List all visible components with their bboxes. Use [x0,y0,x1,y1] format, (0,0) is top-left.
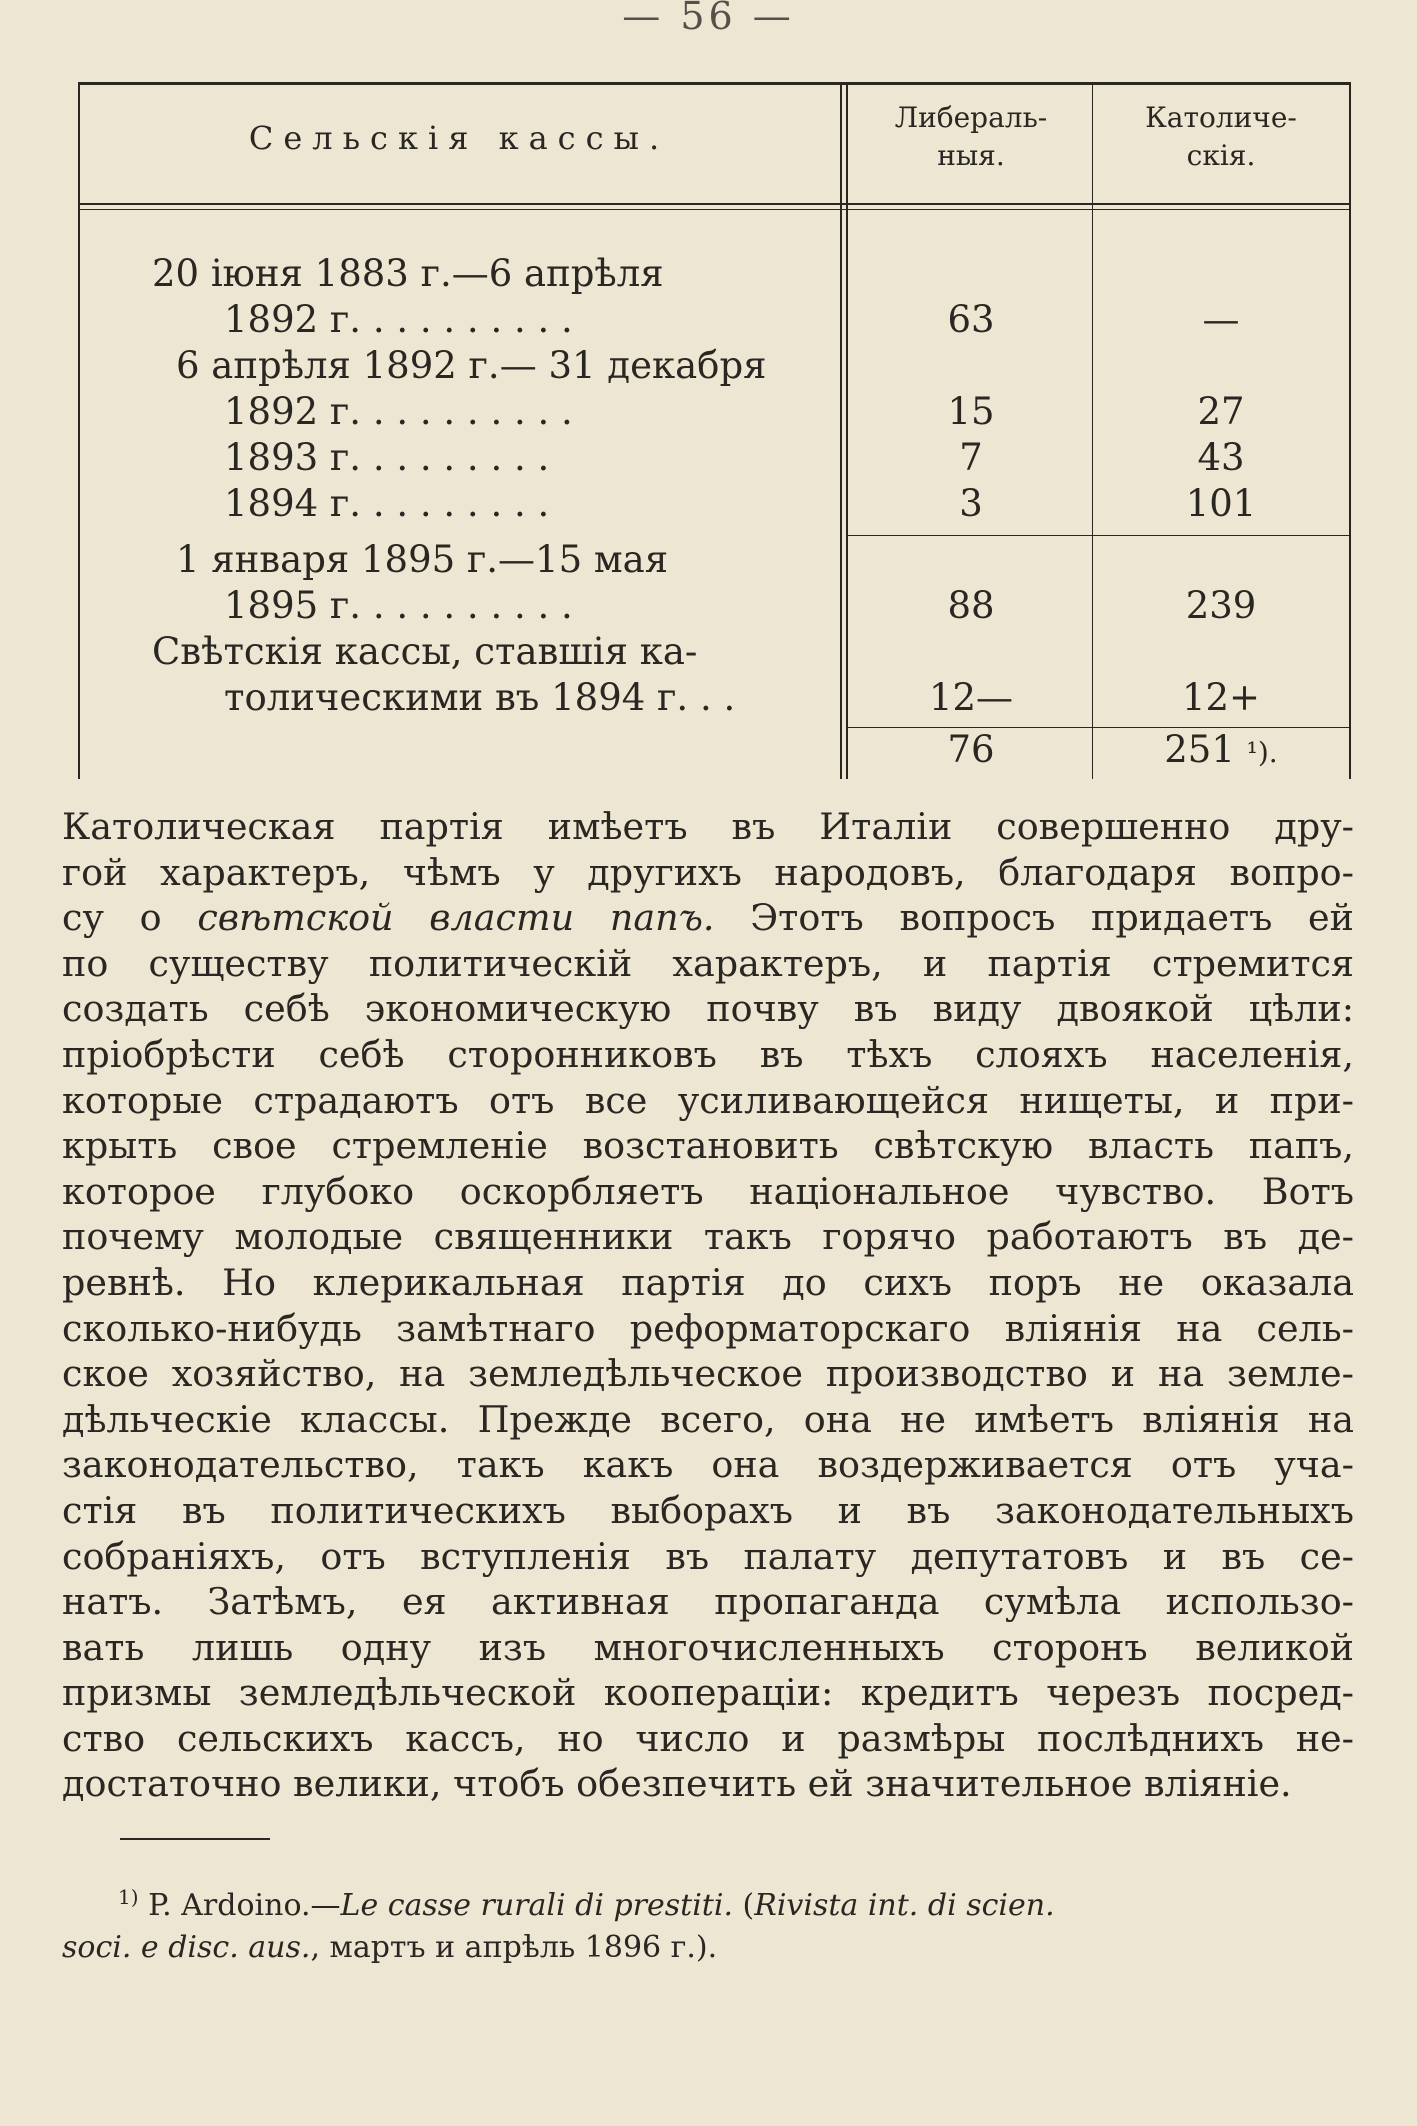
footnote-journal: Rivista int. di scien. [754,1888,1055,1923]
text-line: вать лишь одну изъ многочисленныхъ сторонъ великой [62,1625,1354,1669]
statistics-table [78,82,1351,779]
text-line: ство сельскихъ кассъ, но число и размѣры послѣднихъ не- [62,1716,1354,1760]
table-cell-catholic: 12+ [1181,676,1261,719]
table-total-catholic [1094,727,1348,776]
table-row-label: 1 января 1895 г.—15 мая [176,538,669,581]
footnote-line-1 [62,1876,1354,1927]
table-cell-catholic: 239 [1185,584,1257,627]
table-cell-catholic: 43 [1197,436,1245,479]
header-catholic-line1: Католиче- [1145,101,1297,134]
table-row-label: 20 іюня 1883 г.—6 апрѣля [152,252,664,295]
table-cell-liberal: 63 [947,298,995,341]
table-row-label: 1895 г. . . . . . . . . . [224,584,573,627]
footnote-rule [120,1838,270,1840]
footnote-marker: 1) [118,1885,139,1909]
table-header-rule-2 [78,209,1351,210]
text-line: законодательство, такъ какъ она воздерживается отъ уча- [62,1443,1354,1487]
table-subtotal-rule [846,535,1351,536]
text-line: которое глубоко оскорбляетъ національное чувство. Вотъ [62,1169,1354,1213]
table-cell-catholic: 27 [1197,390,1245,433]
table-row-label: Свѣтскія кассы, ставшія ка- [152,630,698,673]
header-rural-banks: Сельскія кассы. [248,119,670,157]
header-liberal-line2: ныя. [937,139,1005,172]
text-line: Католическая партія имѣетъ въ Италіи совершенно дру- [62,805,1354,848]
table-rule-middle [1092,85,1093,779]
text-line: гой характеръ, чѣмъ у другихъ народовъ, благодаря вопро- [62,850,1354,894]
table-cell-catholic: — [1202,298,1240,341]
footnote-author: P. Ardoino.— [148,1888,341,1923]
table-cell-liberal: 12— [928,676,1014,719]
table-cell-liberal: 7 [959,436,983,479]
table-row-label: 1894 г. . . . . . . . . [224,482,550,525]
text-line: натъ. Затѣмъ, ея активная пропаганда сумѣла использо- [62,1580,1354,1624]
text-segment: су о [62,896,198,940]
footnote [62,1876,1354,1969]
table-cell-liberal: 88 [947,584,995,627]
table-row-label: 1892 г. . . . . . . . . . [224,298,573,341]
table-row-label: толическими въ 1894 г. . . [224,676,736,719]
total-footnote-marker: ¹). [1246,736,1278,769]
text-line: достаточно велики, чтобъ обезпечить ей значительное вліяніе. [62,1762,1292,1806]
text-segment: Этотъ вопросъ придаетъ ей [714,896,1354,940]
footnote-journal-cont: soci. e disc. aus. [62,1930,311,1965]
footnote-line-2 [62,1927,1354,1969]
text-line [62,895,1354,941]
table-cell-liberal: 3 [959,482,983,525]
table-rule-right [1349,85,1351,779]
text-line: ское хозяйство, на земледѣльческое производство и на земле- [62,1352,1354,1396]
italic-phrase: свѣтской власти папъ. [197,896,715,940]
text-line: стія въ политическихъ выборахъ и въ законодательныхъ [62,1488,1354,1532]
text-line: почему молодые священники такъ горячо работаютъ въ де- [62,1215,1354,1259]
text-line: пріобрѣсти себѣ сторонниковъ въ тѣхъ слояхъ населенія, [62,1032,1354,1076]
text-line: ревнѣ. Но клерикальная партія до сихъ поръ не оказала [62,1260,1354,1304]
text-line: которые страдаютъ отъ все усиливающейся нищеты, и при- [62,1078,1354,1122]
table-total-liberal: 76 [947,728,995,771]
footnote-paren: ( [732,1888,755,1923]
body-paragraph [62,804,1354,1807]
page-number: — 56 — [622,0,795,38]
text-line: крыть свое стремленіе возстановить свѣтскую власть папъ, [62,1124,1354,1168]
text-line: создать себѣ экономическую почву въ виду двоякой цѣли: [62,987,1354,1031]
footnote-title: Le casse rurali di prestiti. [340,1888,733,1923]
table-cell-catholic: 101 [1185,482,1257,525]
text-line: дѣльческіе классы. Прежде всего, она не имѣетъ вліянія на [62,1397,1354,1441]
text-line: сколько-нибудь замѣтнаго реформаторскаго вліянія на сель- [62,1306,1354,1350]
footnote-date: , мартъ и апрѣль 1896 г.). [310,1930,718,1965]
header-liberal [850,99,1092,175]
table-row-label: 1892 г. . . . . . . . . . [224,390,573,433]
table-row-label: 6 апрѣля 1892 г.— 31 декабря [176,344,767,387]
table-cell-liberal: 15 [947,390,995,433]
header-catholic-line2: скія. [1186,139,1256,172]
text-line: призмы земледѣльческой коопераціи: кредитъ черезъ посред- [62,1671,1354,1715]
text-line: собраніяхъ, отъ вступленія въ палату депутатовъ и въ се- [62,1534,1354,1578]
header-liberal-line1: Либераль- [894,101,1048,134]
text-line: по существу политическій характеръ, и партія стремится [62,941,1354,985]
table-row-label: 1893 г. . . . . . . . . [224,436,550,479]
table-header-rule [78,203,1351,205]
header-catholic [1094,99,1348,175]
total-catholic-value: 251 [1164,728,1235,771]
